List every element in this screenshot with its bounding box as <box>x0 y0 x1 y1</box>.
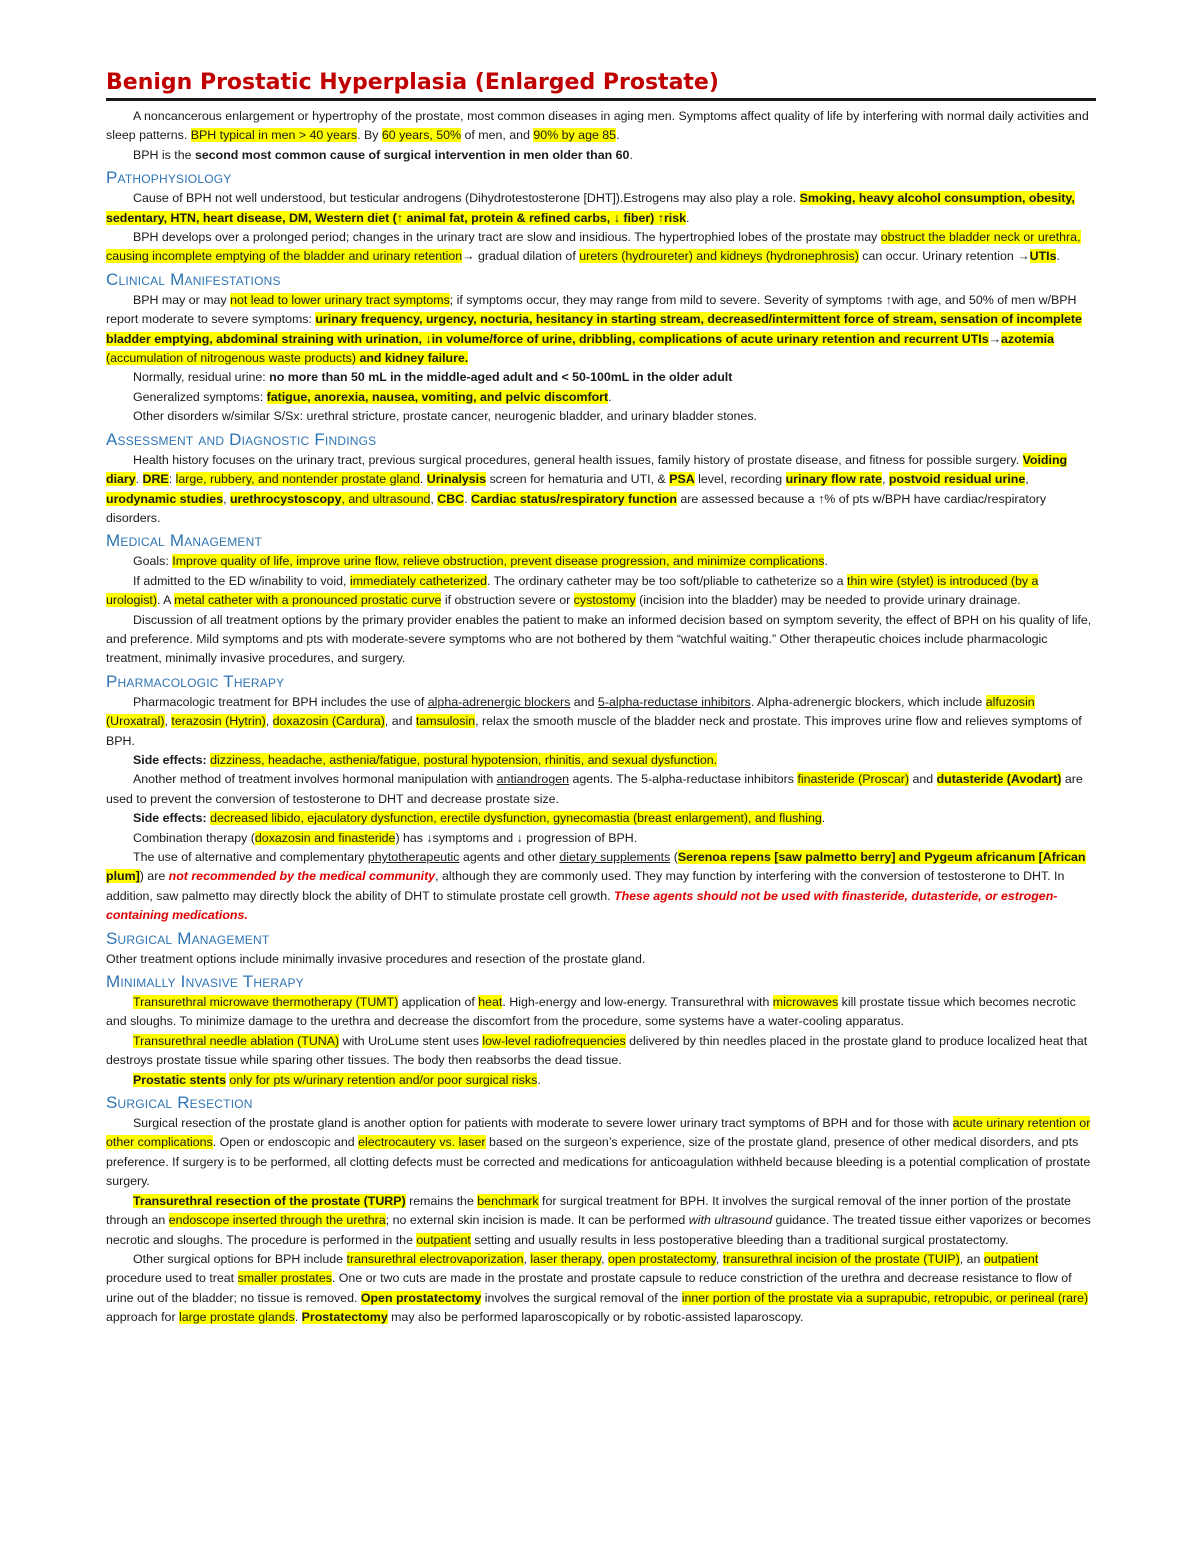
highlighted-text: urinary frequency, urgency, nocturia, hesitancy in starting stream, decreased/intermittent force of stream, sensation of incomplete bladder emptying, abdominal straining with urination, ↓in volume/force of urine, dribbling, complications of acute urinary retention and recurrent UTIs <box>106 312 1082 346</box>
section-heading-surgical-management: Surgical Management <box>106 928 270 948</box>
highlighted-text: Prostatectomy <box>301 1310 388 1325</box>
medical-paragraph <box>106 572 1096 611</box>
text-run: are used to prevent the conversion of testosterone to DHT and decrease prostate size. <box>106 772 1083 806</box>
minimally-paragraph <box>106 1032 1096 1071</box>
section-heading-medical-management: Medical Management <box>106 531 263 551</box>
highlighted-text: Smoking, heavy alcohol consumption, obesity, sedentary, HTN, heart disease, DM, Western diet (↑ animal fat, protein & refined carbs, ↓ fiber) ↑risk <box>106 191 1075 225</box>
text-run: , <box>430 491 438 506</box>
intro-paragraph <box>106 107 1096 146</box>
text-run: (incision into the bladder) may be needed to provide urinary drainage. <box>635 593 1021 608</box>
text-run: level, recording <box>694 472 786 487</box>
highlighted-text: microwaves <box>772 995 839 1010</box>
highlighted-text: large, rubbery, and nontender prostate gland <box>175 472 420 487</box>
text-run: , although they are commonly used. They may function by interfering with the conversion of testosterone to DHT. In addition, saw palmetto may directly block the ability of DHT to stimulate prostate cell growth. <box>106 869 1065 903</box>
section-heading-assessment: Assessment and Diagnostic Findings <box>106 429 377 449</box>
highlighted-text: inner portion of the prostate via a suprapubic, retropubic, or perineal (rare) <box>681 1290 1089 1305</box>
text-run: for surgical treatment for BPH. It involves the surgical removal of the inner portion of the prostate through an <box>106 1193 1071 1228</box>
intro-paragraph <box>106 146 1096 165</box>
text-run: . <box>616 128 620 143</box>
highlighted-text: transurethral incision of the prostate (TUIP) <box>722 1251 960 1266</box>
text-run: agents and other <box>459 850 560 864</box>
text-run: Surgical resection of the prostate gland is another option for patients with moderate to severe lower urinary tract symptoms of BPH and for those with <box>133 1116 953 1131</box>
text-run: , <box>223 491 230 506</box>
highlighted-text: 90% by age 85 <box>533 128 617 143</box>
pharma-paragraph <box>106 829 1096 848</box>
pharma-paragraph <box>106 809 1096 828</box>
text-run: → <box>988 331 1001 346</box>
highlighted-text: only for pts w/urinary retention and/or poor surgical risks <box>229 1072 538 1087</box>
section-heading-surgical-resection: Surgical Resection <box>106 1093 253 1113</box>
text-run: ) are <box>139 869 169 884</box>
text-run: . <box>419 472 427 487</box>
text-run: . <box>821 811 826 826</box>
highlighted-text: immediately catheterized <box>349 573 488 588</box>
highlighted-text: dizziness, headache, asthenia/fatigue, postural hypotension, rhinitis, and sexual dysfunction. <box>210 752 718 767</box>
highlighted-text: DRE <box>142 472 169 487</box>
text-run: , an <box>959 1251 984 1266</box>
text-run: based on the surgeon’s experience, size of the prostate gland, presence of other medical disorders, and pts preference. If surgery is to be performed, all clotting defects must be corrected and medications for anticoagulation withheld because bleeding is a potential complication of prostate surgery. <box>106 1135 1091 1189</box>
text-run: Side effects: <box>133 752 211 767</box>
surgical-paragraph <box>106 950 1096 969</box>
text-run: A noncancerous enlargement or hypertrophy of the prostate, most common diseases in aging men. Symptoms affect quality of life by interfering with normal daily activities and sleep patterns. <box>106 109 1089 143</box>
text-run: Other surgical options for BPH include <box>133 1251 347 1266</box>
text-run: . <box>629 147 633 162</box>
text-run: . By <box>357 128 382 143</box>
text-run: Discussion of all treatment options by the primary provider enables the patient to make an informed decision based on symptom severity, the effect of BPH on his quality of life, and preference. Mild symptoms and pts with moderate-severe symptoms who are not bothered by them “watchful waiting.” Other therapeutic choices include pharmacologic treatment, minimally invasive procedures, and surgery. <box>106 612 1092 666</box>
text-run: . <box>686 210 690 225</box>
text-run: approach for <box>106 1310 180 1325</box>
text-run: Goals: <box>133 554 173 569</box>
text-run: BPH develops over a prolonged period; changes in the urinary tract are slow and insidious. The hypertrophied lobes of the prostate may <box>133 230 881 245</box>
text-run: Combination therapy ( <box>133 830 255 845</box>
text-run: BPH may or may <box>133 292 231 307</box>
highlighted-text: UTIs <box>1029 249 1057 264</box>
highlighted-text: urinary flow rate <box>785 472 883 487</box>
text-run: may also be performed laparoscopically or by robotic-assisted laparoscopy. <box>387 1310 804 1325</box>
highlighted-text: PSA <box>669 472 695 487</box>
pharma-paragraph <box>106 770 1096 809</box>
highlighted-text: tamsulosin <box>415 714 476 729</box>
text-run: Pharmacologic treatment for BPH includes the use of <box>133 694 428 709</box>
highlighted-text: cystostomy <box>573 593 636 608</box>
highlighted-text: not lead to lower urinary tract symptoms <box>230 292 450 307</box>
pharma-paragraph <box>106 693 1096 751</box>
highlighted-text: endoscope inserted through the urethra <box>168 1213 386 1228</box>
highlighted-text: Transurethral microwave thermotherapy (TUMT) <box>133 995 399 1010</box>
highlighted-text: smaller prostates <box>237 1271 332 1286</box>
highlighted-text: metal catheter with a pronounced prostatic curve <box>174 593 442 608</box>
highlighted-text: Prostatic stents <box>133 1072 226 1087</box>
highlighted-text: postvoid residual urine <box>888 472 1026 487</box>
text-run: . <box>294 1310 302 1325</box>
text-run: , <box>601 1251 609 1266</box>
text-run: if obstruction severe or <box>441 593 574 608</box>
clinical-paragraph <box>106 291 1096 369</box>
clinical-paragraph <box>106 368 1096 387</box>
text-run: with UroLume stent uses <box>339 1033 483 1048</box>
text-run: . One or two cuts are made in the prostate and prostate capsule to reduce constriction of the urethra and decrease resistance to flow of urine out of the bladder; no tissue is removed. <box>106 1271 1072 1305</box>
text-run: Health history focuses on the urinary tract, previous surgical procedures, general health issues, family history of prostate disease, and fitness for possible surgery. <box>133 452 1023 467</box>
text-run: remains the <box>405 1193 478 1208</box>
pharma-paragraph <box>106 751 1096 770</box>
highlighted-text: benchmark <box>477 1193 539 1208</box>
text-run: Other treatment options include minimally invasive procedures and resection of the prostate gland. <box>106 951 646 966</box>
highlighted-text: ureters (hydroureter) and kidneys (hydronephrosis) <box>579 249 859 264</box>
highlighted-text: transurethral electrovaporization <box>346 1251 524 1266</box>
highlighted-text: large prostate glands <box>179 1310 295 1325</box>
text-run: . <box>537 1072 541 1087</box>
pathophysiology-paragraph <box>106 189 1096 228</box>
text-run: of men, and <box>461 128 534 143</box>
text-run: . High-energy and low-energy. Transurethral with <box>502 995 773 1010</box>
pharma-paragraph <box>106 848 1096 926</box>
minimally-paragraph <box>106 993 1096 1032</box>
text-run: ( <box>670 850 678 864</box>
text-run: . A <box>156 593 175 608</box>
text-run: , <box>265 714 273 729</box>
highlighted-text: low-level radiofrequencies <box>482 1033 626 1048</box>
highlighted-text: outpatient <box>983 1251 1039 1266</box>
document-body <box>106 107 1096 1328</box>
highlighted-text: 60 years, 50% <box>381 128 462 143</box>
document-page <box>106 70 1096 1328</box>
text-run: with ultrasound <box>688 1213 773 1228</box>
text-run: Side effects: <box>133 811 211 826</box>
text-run: Another method of treatment involves hormonal manipulation with <box>133 772 497 787</box>
highlighted-text: laser therapy <box>530 1251 602 1266</box>
text-run: phytotherapeutic <box>367 850 460 864</box>
text-run: guidance. The treated tissue either vaporizes or becomes necrotic and sloughs. The procedure is performed in the <box>106 1213 1091 1247</box>
text-run: antiandrogen <box>496 772 569 787</box>
medical-paragraph <box>106 611 1096 669</box>
text-run: . <box>608 389 612 404</box>
highlighted-text: Urinalysis <box>426 472 487 487</box>
text-run: application of <box>398 995 479 1010</box>
text-run: 5-alpha-reductase inhibitors <box>597 694 751 709</box>
highlighted-text: electrocautery vs. laser <box>358 1135 486 1150</box>
text-run: screen for hematuria and UTI, & <box>486 472 670 487</box>
document-title: Benign Prostatic Hyperplasia (Enlarged Prostate) <box>106 70 1096 101</box>
text-run: and <box>909 772 937 787</box>
highlighted-text: urodynamic studies <box>106 491 224 506</box>
text-run: . <box>135 472 143 487</box>
highlighted-text: obstruct the bladder neck or urethra, causing incomplete emptying of the bladder and urinary retention <box>106 230 1081 264</box>
highlighted-text: Open prostatectomy <box>360 1290 482 1305</box>
text-run: BPH is the <box>133 147 195 162</box>
section-heading-pharmacologic-therapy: Pharmacologic Therapy <box>106 671 285 691</box>
text-run: delivered by thin needles placed in the prostate gland to produce localized heat that destroys prostate tissue while sparing other tissues. The body then reabsorbs the dead tissue. <box>106 1033 1088 1068</box>
text-run: , <box>523 1251 531 1266</box>
highlighted-text: and kidney failure. <box>359 351 469 366</box>
text-run: kill prostate tissue which becomes necrotic and sloughs. To minimize damage to the urethra and decrease the discomfort from the procedure, some systems have a water-cooling apparatus. <box>106 995 1076 1029</box>
resection-paragraph <box>106 1192 1096 1250</box>
highlighted-text: , and ultrasound <box>341 491 431 506</box>
text-run: are assessed because a ↑% of pts w/BPH have cardiac/respiratory disorders. <box>106 491 1047 525</box>
highlighted-text: outpatient <box>416 1232 471 1247</box>
text-run: , relax the smooth muscle of the bladder neck and prostate. This improves urine flow and relieves symptoms of BPH. <box>106 714 1082 748</box>
text-run: procedure used to treat <box>106 1271 238 1286</box>
text-run: The use of alternative and complementary <box>133 850 368 864</box>
resection-paragraph <box>106 1250 1096 1328</box>
text-run: : <box>168 472 176 487</box>
text-run: setting and usually results in less postoperative bleeding than a traditional surgical prostatectomy. <box>470 1232 1009 1247</box>
text-run: Cause of BPH not well understood, but testicular androgens (Dihydrotestosterone [DHT]).Estrogens may also play a role. <box>133 191 800 206</box>
clinical-paragraph <box>106 388 1096 407</box>
highlighted-text: thin wire (stylet) is introduced (by a urologist) <box>106 573 1039 608</box>
highlighted-text: Transurethral needle ablation (TUNA) <box>133 1033 340 1048</box>
text-run: ; if symptoms occur, they may range from mild to severe. Severity of symptoms ↑with age, and 50% of men w/BPH report moderate to severe symptoms: <box>106 292 1077 327</box>
highlighted-text: alfuzosin (Uroxatral) <box>106 694 1035 729</box>
text-run: , <box>164 714 172 729</box>
text-run: . <box>464 491 472 506</box>
text-run: Other disorders w/similar S/Sx: urethral stricture, prostate cancer, neurogenic bladder, and urinary bladder stones. <box>133 409 757 424</box>
text-run: ; no external skin incision is made. It can be performed <box>385 1213 689 1228</box>
text-run: no more than 50 mL in the middle-aged adult and < 50-100mL in the older adult <box>269 370 733 385</box>
text-run: . Alpha-adrenergic blockers, which include <box>750 694 986 709</box>
highlighted-text: doxazosin (Cardura) <box>272 714 385 729</box>
highlighted-text: decreased libido, ejaculatory dysfunction, erectile dysfunction, gynecomastia (breast enlargement), and flushing <box>210 811 822 826</box>
highlighted-text: finasteride (Proscar) <box>797 772 910 787</box>
pathophysiology-paragraph <box>106 228 1096 267</box>
section-heading-minimally-invasive: Minimally Invasive Therapy <box>106 972 304 992</box>
text-run: , <box>1025 472 1029 487</box>
highlighted-text: fatigue, anorexia, nausea, vomiting, and pelvic discomfort <box>266 389 609 404</box>
highlighted-text: heat <box>478 995 503 1010</box>
resection-paragraph <box>106 1114 1096 1192</box>
highlighted-text: Cardiac status/respiratory function <box>471 491 677 506</box>
highlighted-text: Transurethral resection of the prostate (TURP) <box>133 1193 406 1208</box>
highlighted-text: urethrocystoscopy <box>229 491 342 506</box>
text-run: not recommended by the medical community <box>168 869 436 884</box>
highlighted-text: Serenoa repens [saw palmetto berry] and Pygeum africanum [African plum] <box>106 850 1086 884</box>
text-run: , and <box>384 714 416 729</box>
text-run: Generalized symptoms: <box>133 389 267 404</box>
medical-paragraph <box>106 552 1096 571</box>
highlighted-text: acute urinary retention or other complications <box>106 1116 1091 1150</box>
highlighted-text: doxazosin and finasteride <box>254 830 396 845</box>
text-run: agents. The 5-alpha-reductase inhibitors <box>569 772 798 787</box>
highlighted-text: (accumulation of nitrogenous waste products) <box>106 351 360 366</box>
highlighted-text: terazosin (Hytrin) <box>171 714 266 729</box>
highlighted-text: azotemia <box>1000 331 1055 346</box>
text-run: These agents should not be used with finasteride, dutasteride, or estrogen-containing medications. <box>106 888 1058 923</box>
highlighted-text: Improve quality of life, improve urine flow, relieve obstruction, prevent disease progression, and minimize complications <box>172 554 825 569</box>
section-heading-clinical-manifestations: Clinical Manifestations <box>106 269 281 289</box>
text-run: alpha-adrenergic blockers <box>427 694 571 709</box>
section-heading-pathophysiology: Pathophysiology <box>106 168 232 188</box>
highlighted-text: BPH typical in men > 40 years <box>190 128 358 143</box>
text-run: involves the surgical removal of the <box>481 1290 682 1305</box>
text-run: . <box>1056 249 1060 264</box>
text-run: Normally, residual urine: <box>133 370 270 385</box>
text-run: . Open or endoscopic and <box>212 1135 359 1150</box>
text-run: , <box>882 472 889 487</box>
text-run: . The ordinary catheter may be too soft/pliable to catheterize so a <box>487 573 848 588</box>
highlighted-text: Voiding diary <box>106 452 1068 487</box>
highlighted-text: open prostatectomy <box>608 1251 716 1266</box>
text-run: second most common cause of surgical intervention in men older than 60 <box>194 147 630 162</box>
text-run: ) has ↓symptoms and ↓ progression of BPH. <box>395 830 638 845</box>
text-run: If admitted to the ED w/inability to void, <box>133 573 350 588</box>
text-run: can occur. Urinary retention → <box>858 249 1030 264</box>
assessment-paragraph <box>106 451 1096 529</box>
text-run: . <box>824 554 828 569</box>
text-run: dietary supplements <box>559 850 671 864</box>
minimally-paragraph <box>106 1071 1096 1090</box>
text-run: and <box>570 694 598 709</box>
highlighted-text: CBC <box>437 491 465 506</box>
highlighted-text: dutasteride (Avodart) <box>936 772 1062 787</box>
text-run: , <box>715 1251 723 1266</box>
clinical-paragraph <box>106 407 1096 426</box>
text-run: → gradual dilation of <box>462 249 580 264</box>
